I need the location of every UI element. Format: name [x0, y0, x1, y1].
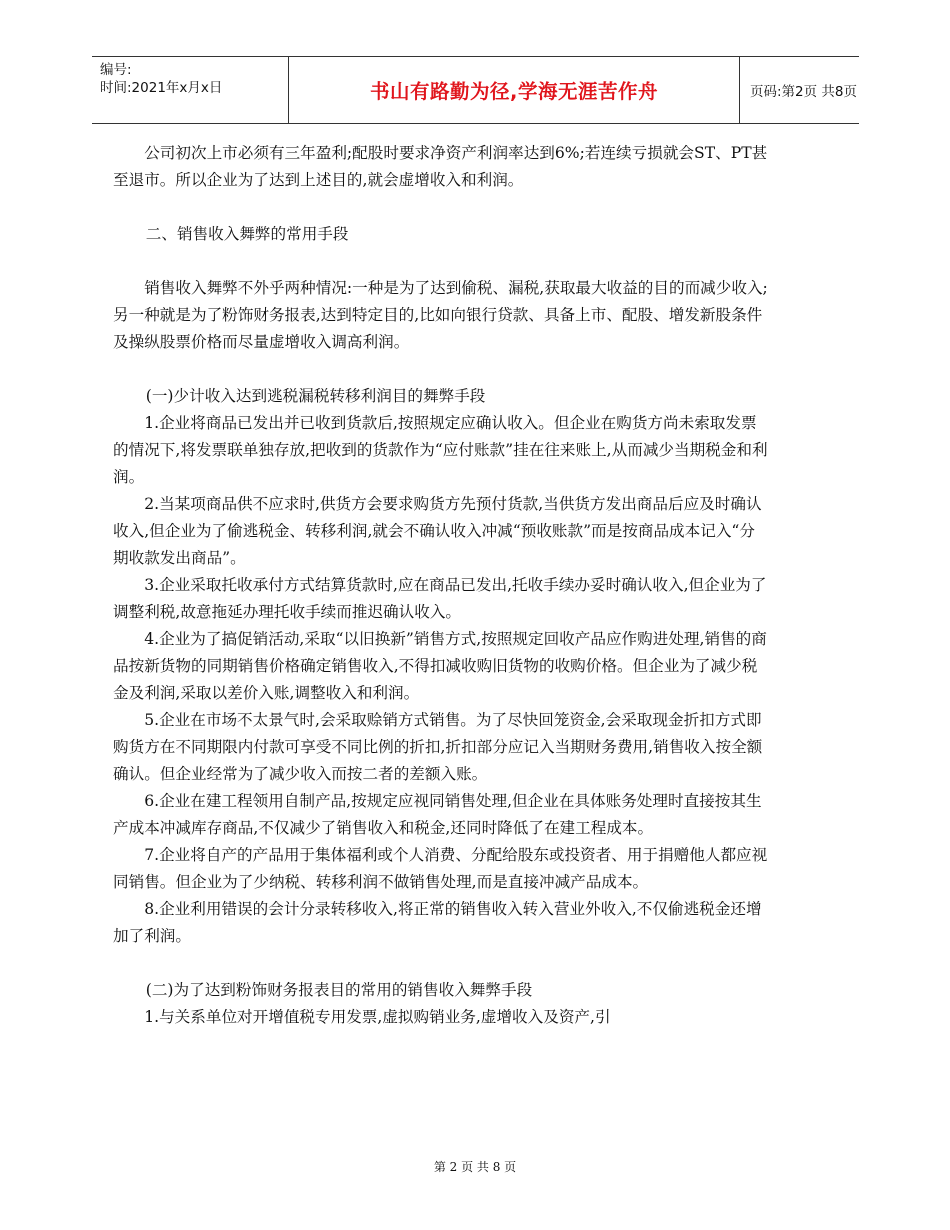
page-header — [92, 56, 859, 124]
document-body — [113, 140, 768, 1031]
list-item: 2.当某项商品供不应求时,供货方会要求购货方先预付货款,当供货方发出商品后应及时确认收入,但企业为了偷逃税金、转移利润,就会不确认收入冲减“预收账款”而是按商品成本记入“分期收款发出商品”。 — [113, 495, 762, 567]
paragraph-overview: 销售收入舞弊不外乎两种情况:一种是为了达到偷税、漏税,获取最大收益的目的而减少收入;另一种就是为了粉饰财务报表,达到特定目的,比如向银行贷款、具备上市、配股、增发新股条件及操纵股票价格而尽量虚增收入调高利润。 — [113, 279, 768, 351]
list-item: 5.企业在市场不太景气时,会采取赊销方式销售。为了尽快回笼资金,会采取现金折扣方式即购货方在不同期限内付款可享受不同比例的折扣,折扣部分应记入当期财务费用,销售收入按全额确认。但企业经常为了减少收入而按二者的差额入账。 — [113, 711, 763, 783]
page-footer — [0, 1158, 950, 1175]
paragraph-intro: 公司初次上市必须有三年盈利;配股时要求净资产利润率达到6%;若连续亏损就会ST、PT甚至退市。所以企业为了达到上述目的,就会虚增收入和利润。 — [113, 144, 768, 189]
subsection-heading-1: (一)少计收入达到逃税漏税转移利润目的舞弊手段 — [145, 387, 486, 405]
header-motto: 书山有路勤为径,学海无涯苦作舟 — [370, 80, 658, 103]
list-item: 1.企业将商品已发出并已收到货款后,按照规定应确认收入。但企业在购货方尚未索取发票的情况下,将发票联单独存放,把收到的货款作为“应付账款”挂在往来账上,从而减少当期税金和利润。 — [113, 414, 768, 486]
header-motto-cell — [288, 57, 740, 123]
header-meta — [92, 57, 288, 123]
header-page-info: 页码:第2页 共8页 — [750, 84, 858, 100]
subsection-heading-2: (二)为了达到粉饰财务报表目的常用的销售收入舞弊手段 — [145, 981, 533, 999]
list-item: 7.企业将自产的产品用于集体福利或个人消费、分配给股东或投资者、用于捐赠他人都应视同销售。但企业为了少纳税、转移利润不做销售处理,而是直接冲减产品成本。 — [113, 846, 768, 891]
document-time-label: 时间:2021年x月x日 — [100, 80, 223, 96]
list-item: 3.企业采取托收承付方式结算货款时,应在商品已发出,托收手续办妥时确认收入,但企业为了调整利税,故意拖延办理托收手续而推迟确认收入。 — [113, 576, 767, 621]
document-number-label: 编号: — [100, 62, 132, 78]
list-item: 8.企业利用错误的会计分录转移收入,将正常的销售收入转入营业外收入,不仅偷逃税金还增加了利润。 — [113, 900, 762, 945]
list-item: 6.企业在建工程领用自制产品,按规定应视同销售处理,但企业在具体账务处理时直接按其生产成本冲减库存商品,不仅减少了销售收入和税金,还同时降低了在建工程成本。 — [113, 792, 762, 837]
footer-page-number: 第 2 页 共 8 页 — [433, 1160, 517, 1174]
header-page-info-cell — [740, 57, 859, 123]
section-heading-2: 二、销售收入舞弊的常用手段 — [145, 225, 349, 243]
list-item: 4.企业为了搞促销活动,采取“以旧换新”销售方式,按照规定回收产品应作购进处理,销售的商品按新货物的同期销售价格确定销售收入,不得扣减收购旧货物的收购价格。但企业为了减少税金及利润,采取以差价入账,调整收入和利润。 — [113, 630, 767, 702]
list-item: 1.与关系单位对开增值税专用发票,虚拟购销业务,虚增收入及资产,引 — [144, 1008, 611, 1026]
